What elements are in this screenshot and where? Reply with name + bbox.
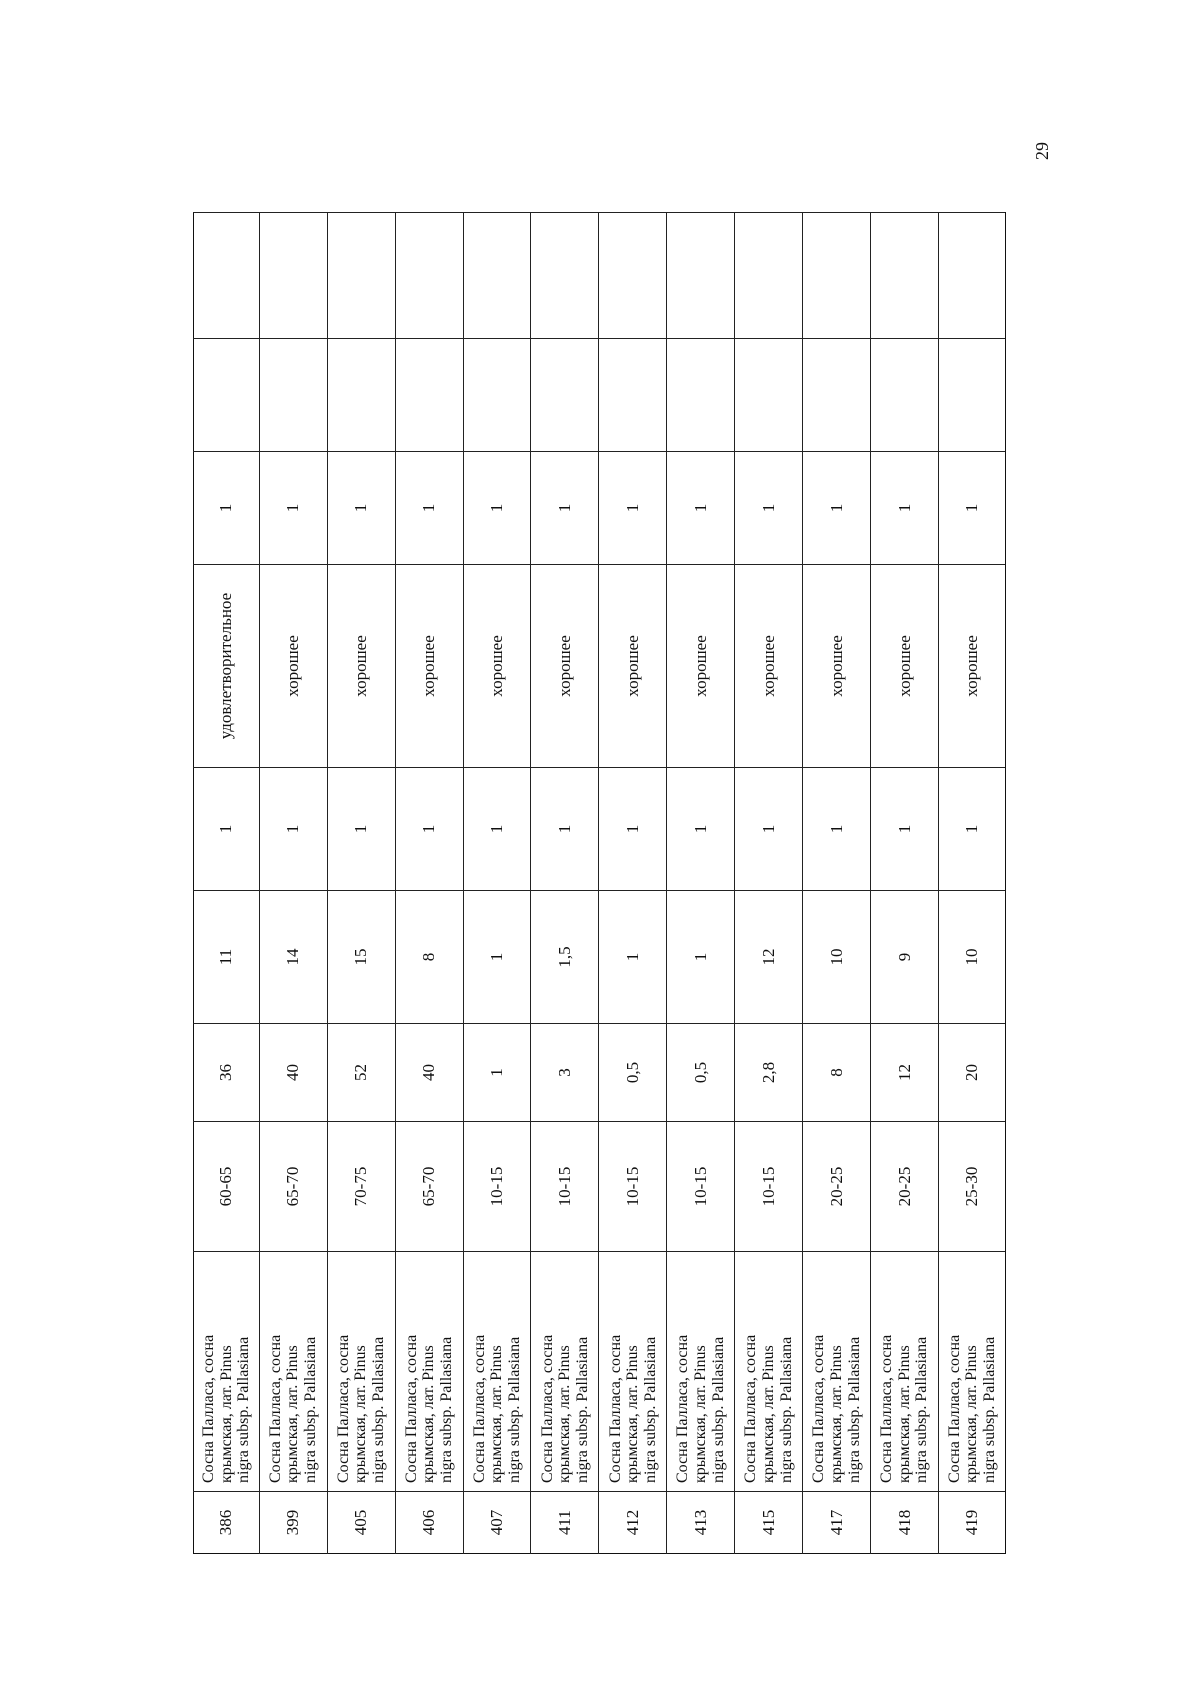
cell-category: 1 — [803, 452, 871, 565]
species-line: Сосна Паллаcа, сосна — [606, 1334, 624, 1483]
cell-note — [871, 339, 939, 452]
cell-category: 1 — [871, 452, 939, 565]
cell-condition: хорошее — [667, 565, 735, 768]
cell-species — [463, 1252, 531, 1492]
table-row — [599, 213, 667, 1554]
cell-category: 1 — [599, 452, 667, 565]
species-line: крымская, лат. Pinus — [759, 1345, 777, 1483]
cell-category: 1 — [395, 452, 463, 565]
cell-age: 65-70 — [259, 1122, 327, 1252]
cell-diameter: 12 — [871, 1024, 939, 1122]
table-row — [531, 213, 599, 1554]
cell-count: 1 — [194, 768, 260, 891]
species-line: крымская, лат. Pinus — [895, 1345, 913, 1483]
species-line: крымская, лат. Pinus — [556, 1345, 574, 1483]
cell-count: 1 — [599, 768, 667, 891]
species-line: крымская, лат. Pinus — [692, 1345, 710, 1483]
cell-condition: хорошее — [939, 565, 1006, 768]
cell-number: 417 — [803, 1492, 871, 1554]
cell-diameter: 0,5 — [599, 1024, 667, 1122]
cell-diameter: 0,5 — [667, 1024, 735, 1122]
cell-age: 10-15 — [735, 1122, 803, 1252]
cell-number: 413 — [667, 1492, 735, 1554]
table-row — [194, 213, 260, 1554]
cell-category: 1 — [531, 452, 599, 565]
species-line: nigra subsp. Pallasiana — [369, 1336, 387, 1483]
cell-note — [599, 339, 667, 452]
cell-note — [327, 339, 395, 452]
cell-number: 405 — [327, 1492, 395, 1554]
cell-age: 10-15 — [531, 1122, 599, 1252]
cell-condition: хорошее — [803, 565, 871, 768]
cell-extra — [194, 213, 260, 339]
table-row — [259, 213, 327, 1554]
cell-count: 1 — [735, 768, 803, 891]
cell-species — [939, 1252, 1006, 1492]
cell-extra — [667, 213, 735, 339]
species-line: nigra subsp. Pallasiana — [505, 1336, 523, 1483]
table-row — [939, 213, 1006, 1554]
cell-number: 419 — [939, 1492, 1006, 1554]
cell-species — [259, 1252, 327, 1492]
cell-note — [463, 339, 531, 452]
cell-number: 412 — [599, 1492, 667, 1554]
species-line: крымская, лат. Pinus — [217, 1345, 235, 1483]
species-line: nigra subsp. Pallasiana — [641, 1336, 659, 1483]
cell-height: 1 — [667, 891, 735, 1024]
table-body — [194, 213, 1006, 1554]
cell-age: 10-15 — [599, 1122, 667, 1252]
species-line: Сосна Паллаcа, сосна — [878, 1334, 896, 1483]
cell-diameter: 52 — [327, 1024, 395, 1122]
cell-species — [735, 1252, 803, 1492]
cell-height: 1 — [463, 891, 531, 1024]
cell-diameter: 40 — [395, 1024, 463, 1122]
cell-age: 65-70 — [395, 1122, 463, 1252]
cell-age: 10-15 — [667, 1122, 735, 1252]
tree-inventory-table — [193, 212, 1006, 1554]
cell-species — [667, 1252, 735, 1492]
species-line: крымская, лат. Pinus — [488, 1345, 506, 1483]
cell-diameter: 20 — [939, 1024, 1006, 1122]
cell-category: 1 — [259, 452, 327, 565]
cell-number: 418 — [871, 1492, 939, 1554]
species-line: nigra subsp. Pallasiana — [777, 1336, 795, 1483]
species-line: крымская, лат. Pinus — [827, 1345, 845, 1483]
species-line: nigra subsp. Pallasiana — [302, 1336, 319, 1483]
cell-height: 1 — [599, 891, 667, 1024]
cell-category: 1 — [667, 452, 735, 565]
cell-note — [667, 339, 735, 452]
cell-age: 20-25 — [871, 1122, 939, 1252]
cell-species — [395, 1252, 463, 1492]
species-line: Сосна Паллаcа, сосна — [199, 1334, 217, 1483]
page-number: 29 — [1032, 142, 1052, 160]
cell-age: 60-65 — [194, 1122, 260, 1252]
species-line: крымская, лат. Pinus — [352, 1345, 370, 1483]
cell-number: 386 — [194, 1492, 260, 1554]
cell-species — [599, 1252, 667, 1492]
table-row — [667, 213, 735, 1554]
cell-height: 9 — [871, 891, 939, 1024]
cell-condition: хорошее — [531, 565, 599, 768]
cell-species — [803, 1252, 871, 1492]
cell-condition: хорошее — [463, 565, 531, 768]
cell-height: 1,5 — [531, 891, 599, 1024]
species-line: nigra subsp. Pallasiana — [437, 1336, 455, 1483]
cell-extra — [871, 213, 939, 339]
cell-count: 1 — [327, 768, 395, 891]
cell-age: 70-75 — [327, 1122, 395, 1252]
cell-condition: хорошее — [395, 565, 463, 768]
cell-category: 1 — [939, 452, 1006, 565]
cell-diameter: 40 — [259, 1024, 327, 1122]
species-line: nigra subsp. Pallasiana — [913, 1336, 931, 1483]
cell-category: 1 — [327, 452, 395, 565]
cell-height: 12 — [735, 891, 803, 1024]
table-row — [871, 213, 939, 1554]
species-line: nigra subsp. Pallasiana — [573, 1336, 591, 1483]
species-line: Сосна Паллаcа, сосна — [810, 1334, 828, 1483]
species-line: Сосна Паллаcа, сосна — [334, 1334, 352, 1483]
cell-species — [194, 1252, 260, 1492]
cell-note — [259, 339, 327, 452]
species-line: Сосна Паллаcа, сосна — [402, 1334, 420, 1483]
species-line: nigra subsp. Pallasiana — [845, 1336, 863, 1483]
cell-condition: хорошее — [599, 565, 667, 768]
table-row — [395, 213, 463, 1554]
cell-height: 10 — [939, 891, 1006, 1024]
cell-category: 1 — [735, 452, 803, 565]
cell-species — [327, 1252, 395, 1492]
cell-count: 1 — [803, 768, 871, 891]
species-line: nigra subsp. Pallasiana — [235, 1336, 253, 1483]
cell-condition: хорошее — [327, 565, 395, 768]
cell-extra — [259, 213, 327, 339]
cell-count: 1 — [395, 768, 463, 891]
species-line: nigra subsp. Pallasiana — [980, 1336, 998, 1483]
cell-extra — [327, 213, 395, 339]
cell-category: 1 — [194, 452, 260, 565]
cell-condition: хорошее — [259, 565, 327, 768]
species-line: Сосна Паллаcа, сосна — [945, 1334, 963, 1483]
cell-note — [735, 339, 803, 452]
cell-age: 25-30 — [939, 1122, 1006, 1252]
cell-condition: хорошее — [735, 565, 803, 768]
cell-note — [803, 339, 871, 452]
cell-extra — [939, 213, 1006, 339]
species-line: Сосна Паллаcа, сосна — [470, 1334, 488, 1483]
cell-height: 8 — [395, 891, 463, 1024]
species-line: крымская, лат. Pinus — [284, 1345, 302, 1483]
cell-height: 11 — [194, 891, 260, 1024]
table-row — [735, 213, 803, 1554]
species-line: nigra subsp. Pallasiana — [709, 1336, 727, 1483]
cell-extra — [803, 213, 871, 339]
cell-height: 10 — [803, 891, 871, 1024]
cell-condition: удовлетворительное — [194, 565, 260, 768]
cell-age: 10-15 — [463, 1122, 531, 1252]
cell-count: 1 — [667, 768, 735, 891]
species-line: крымская, лат. Pinus — [624, 1345, 642, 1483]
cell-category: 1 — [463, 452, 531, 565]
species-line: крымская, лат. Pinus — [963, 1345, 981, 1483]
cell-diameter: 3 — [531, 1024, 599, 1122]
cell-count: 1 — [939, 768, 1006, 891]
cell-note — [194, 339, 260, 452]
species-line: Сосна Паллаcа, сосна — [538, 1334, 556, 1483]
cell-count: 1 — [463, 768, 531, 891]
cell-extra — [599, 213, 667, 339]
species-line: крымская, лат. Pinus — [420, 1345, 438, 1483]
species-line: Сосна Паллаcа, сосна — [742, 1334, 760, 1483]
table-row — [327, 213, 395, 1554]
species-line: Сосна Паллаcа, сосна — [674, 1334, 692, 1483]
cell-extra — [463, 213, 531, 339]
cell-number: 415 — [735, 1492, 803, 1554]
cell-age: 20-25 — [803, 1122, 871, 1252]
cell-extra — [531, 213, 599, 339]
cell-count: 1 — [259, 768, 327, 891]
cell-extra — [395, 213, 463, 339]
cell-height: 15 — [327, 891, 395, 1024]
cell-diameter: 1 — [463, 1024, 531, 1122]
cell-note — [939, 339, 1006, 452]
cell-count: 1 — [531, 768, 599, 891]
cell-height: 14 — [259, 891, 327, 1024]
cell-species — [871, 1252, 939, 1492]
cell-condition: хорошее — [871, 565, 939, 768]
species-line: Сосна Паллаcа, сосна — [266, 1334, 284, 1483]
cell-note — [395, 339, 463, 452]
cell-note — [531, 339, 599, 452]
cell-number: 411 — [531, 1492, 599, 1554]
cell-extra — [735, 213, 803, 339]
cell-diameter: 36 — [194, 1024, 260, 1122]
cell-diameter: 2,8 — [735, 1024, 803, 1122]
table-row — [803, 213, 871, 1554]
cell-count: 1 — [871, 768, 939, 891]
cell-number: 399 — [259, 1492, 327, 1554]
cell-diameter: 8 — [803, 1024, 871, 1122]
table-row — [463, 213, 531, 1554]
cell-number: 406 — [395, 1492, 463, 1554]
cell-number: 407 — [463, 1492, 531, 1554]
cell-species — [531, 1252, 599, 1492]
